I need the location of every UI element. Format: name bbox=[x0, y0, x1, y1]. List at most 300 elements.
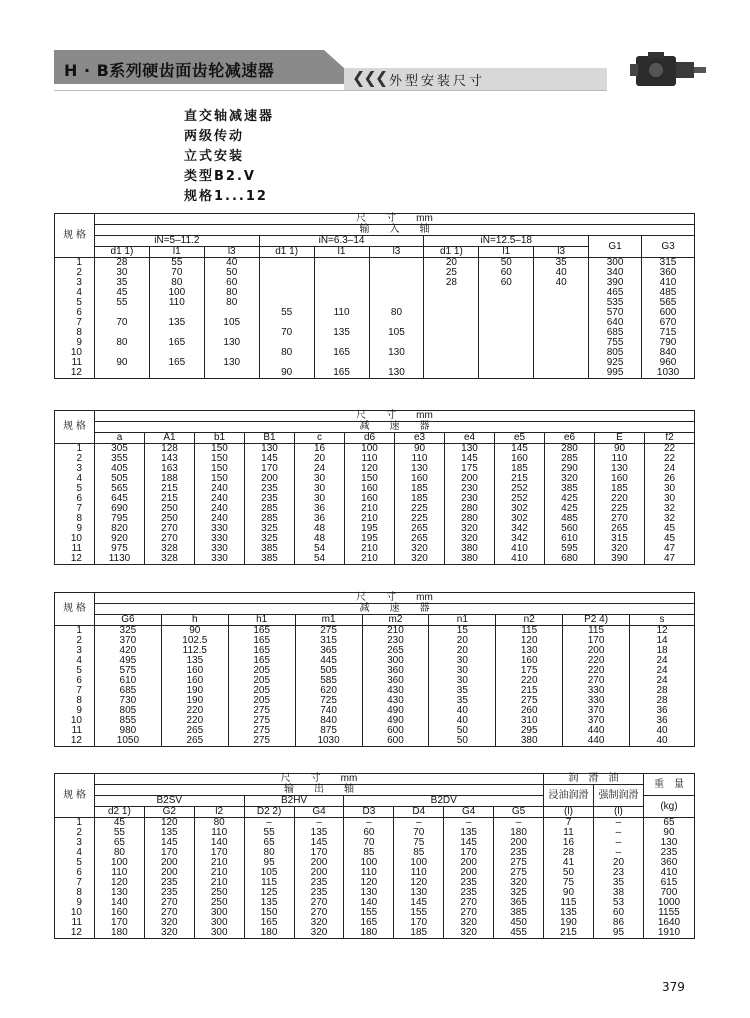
value-cell: 140 bbox=[94, 898, 144, 908]
value-cell: 685 bbox=[589, 328, 642, 338]
value-cell: 805 bbox=[589, 348, 642, 358]
value-cell bbox=[534, 318, 589, 328]
col-header: c bbox=[295, 433, 345, 444]
value-cell: 200 bbox=[294, 868, 344, 878]
size-cell: 4 bbox=[55, 656, 95, 666]
value-cell: 24 bbox=[630, 656, 695, 666]
value-cell: 295 bbox=[496, 726, 563, 736]
value-cell bbox=[424, 288, 479, 298]
value-cell: 135 bbox=[144, 828, 194, 838]
value-cell: 180 bbox=[344, 928, 394, 939]
value-cell: 60 bbox=[593, 908, 643, 918]
value-cell: 975 bbox=[95, 544, 145, 554]
value-cell: 270 bbox=[294, 898, 344, 908]
value-cell: 465 bbox=[589, 288, 642, 298]
col-header: e5 bbox=[495, 433, 545, 444]
value-cell: 570 bbox=[589, 308, 642, 318]
spec-line: 立式安装 bbox=[184, 149, 245, 164]
dimension-header: 尺 寸 mm bbox=[95, 411, 695, 422]
value-cell bbox=[534, 298, 589, 308]
value-cell: 80 bbox=[94, 848, 144, 858]
col-header: e6 bbox=[545, 433, 595, 444]
col-header: l1 bbox=[479, 247, 534, 258]
value-cell: 65 bbox=[643, 818, 694, 829]
value-cell: 70 bbox=[344, 838, 394, 848]
value-cell bbox=[204, 368, 259, 379]
size-cell: 5 bbox=[55, 298, 95, 308]
value-cell: 170 bbox=[444, 848, 494, 858]
size-cell: 8 bbox=[55, 514, 95, 524]
value-cell: 410 bbox=[642, 278, 695, 288]
value-cell: 215 bbox=[544, 928, 594, 939]
value-cell: 300 bbox=[194, 918, 244, 928]
value-cell: – bbox=[344, 818, 394, 829]
value-cell: 220 bbox=[563, 656, 630, 666]
value-cell: 85 bbox=[344, 848, 394, 858]
value-cell: 450 bbox=[494, 918, 544, 928]
table-row bbox=[55, 828, 695, 838]
value-cell: 195 bbox=[345, 534, 395, 544]
value-cell: 160 bbox=[161, 666, 228, 676]
value-cell: 252 bbox=[495, 494, 545, 504]
value-cell: 315 bbox=[642, 258, 695, 269]
col-header: e4 bbox=[445, 433, 495, 444]
value-cell: 70 bbox=[149, 268, 204, 278]
value-cell: 230 bbox=[445, 494, 495, 504]
value-cell: 150 bbox=[195, 444, 245, 455]
value-cell: 265 bbox=[595, 524, 645, 534]
ratio-group-header: iN=6.3–14 bbox=[259, 236, 424, 247]
value-cell: 163 bbox=[145, 464, 195, 474]
value-cell: 45 bbox=[94, 288, 149, 298]
value-cell: 440 bbox=[563, 736, 630, 747]
value-cell: 85 bbox=[394, 848, 444, 858]
value-cell: 170 bbox=[294, 848, 344, 858]
value-cell: 185 bbox=[394, 928, 444, 939]
value-cell: 620 bbox=[295, 686, 362, 696]
col-header: l1 bbox=[314, 247, 369, 258]
dimension-header: 尺 寸 mm bbox=[94, 774, 543, 785]
value-cell: 25 bbox=[424, 268, 479, 278]
value-cell: 55 bbox=[259, 308, 314, 318]
col-header: b1 bbox=[195, 433, 245, 444]
value-cell: 840 bbox=[642, 348, 695, 358]
value-cell bbox=[94, 368, 149, 379]
value-cell: 145 bbox=[294, 838, 344, 848]
value-cell: 330 bbox=[563, 686, 630, 696]
value-cell: 230 bbox=[362, 636, 429, 646]
value-cell: 275 bbox=[295, 626, 362, 637]
reducer-header: 减 速 器 bbox=[95, 422, 695, 433]
size-cell: 12 bbox=[55, 554, 95, 565]
value-cell: 305 bbox=[95, 444, 145, 455]
size-cell: 7 bbox=[55, 878, 95, 888]
value-cell: 20 bbox=[429, 646, 496, 656]
value-cell: 130 bbox=[394, 888, 444, 898]
col-header: h bbox=[161, 615, 228, 626]
value-cell: 45 bbox=[645, 524, 695, 534]
value-cell: 24 bbox=[645, 464, 695, 474]
value-cell: 60 bbox=[479, 278, 534, 288]
value-cell bbox=[369, 278, 424, 288]
value-cell: 600 bbox=[362, 736, 429, 747]
value-cell: 20 bbox=[295, 454, 345, 464]
value-cell bbox=[479, 368, 534, 379]
value-cell: 22 bbox=[645, 444, 695, 455]
value-cell: 150 bbox=[195, 464, 245, 474]
value-cell: 410 bbox=[643, 868, 694, 878]
value-cell: 805 bbox=[94, 706, 161, 716]
value-cell: 102.5 bbox=[161, 636, 228, 646]
value-cell bbox=[424, 298, 479, 308]
value-cell: 700 bbox=[643, 888, 694, 898]
value-cell bbox=[259, 278, 314, 288]
value-cell: 290 bbox=[545, 464, 595, 474]
value-cell: 205 bbox=[228, 696, 295, 706]
value-cell: 1155 bbox=[643, 908, 694, 918]
value-cell: 45 bbox=[645, 534, 695, 544]
size-cell: 1 bbox=[55, 818, 95, 829]
value-cell: 445 bbox=[295, 656, 362, 666]
value-cell: 490 bbox=[362, 706, 429, 716]
value-cell bbox=[534, 348, 589, 358]
value-cell: 50 bbox=[204, 268, 259, 278]
value-cell: 235 bbox=[494, 848, 544, 858]
value-cell: 54 bbox=[295, 544, 345, 554]
value-cell: 130 bbox=[395, 464, 445, 474]
value-cell: 320 bbox=[444, 918, 494, 928]
value-cell: 80 bbox=[204, 288, 259, 298]
value-cell: 175 bbox=[496, 666, 563, 676]
value-cell: 90 bbox=[259, 368, 314, 379]
value-cell: 30 bbox=[429, 666, 496, 676]
value-cell: 302 bbox=[495, 514, 545, 524]
value-cell: 485 bbox=[545, 514, 595, 524]
size-cell: 12 bbox=[55, 368, 95, 379]
value-cell: 100 bbox=[94, 858, 144, 868]
value-cell: 30 bbox=[645, 484, 695, 494]
value-cell: 310 bbox=[496, 716, 563, 726]
value-cell bbox=[259, 268, 314, 278]
size-cell: 4 bbox=[55, 474, 95, 484]
value-cell: 320 bbox=[444, 928, 494, 939]
value-cell: 28 bbox=[94, 258, 149, 269]
size-cell: 5 bbox=[55, 484, 95, 494]
value-cell: 315 bbox=[295, 636, 362, 646]
value-cell bbox=[479, 348, 534, 358]
value-cell: 220 bbox=[563, 666, 630, 676]
value-cell: 390 bbox=[595, 554, 645, 565]
value-cell: 790 bbox=[642, 338, 695, 348]
value-cell: 155 bbox=[344, 908, 394, 918]
value-cell: 30 bbox=[295, 474, 345, 484]
value-cell: 215 bbox=[145, 494, 195, 504]
value-cell: 38 bbox=[593, 888, 643, 898]
size-cell: 9 bbox=[55, 524, 95, 534]
value-cell bbox=[479, 318, 534, 328]
gear-reducer-image bbox=[628, 50, 708, 90]
value-cell: 385 bbox=[545, 484, 595, 494]
value-cell: 160 bbox=[395, 474, 445, 484]
value-cell: 115 bbox=[563, 626, 630, 637]
table-row bbox=[55, 288, 695, 298]
value-cell: 265 bbox=[362, 646, 429, 656]
value-cell: 54 bbox=[295, 554, 345, 565]
value-cell: 28 bbox=[544, 848, 594, 858]
value-cell: 755 bbox=[589, 338, 642, 348]
value-cell: 135 bbox=[294, 828, 344, 838]
value-cell: 740 bbox=[295, 706, 362, 716]
value-cell bbox=[369, 258, 424, 269]
value-cell: 730 bbox=[94, 696, 161, 706]
value-cell: 875 bbox=[295, 726, 362, 736]
value-cell: 235 bbox=[294, 888, 344, 898]
spec-line: 两级传动 bbox=[184, 129, 245, 144]
value-cell bbox=[479, 308, 534, 318]
value-cell: 100 bbox=[394, 858, 444, 868]
value-cell: 40 bbox=[429, 706, 496, 716]
value-cell: 170 bbox=[194, 848, 244, 858]
value-cell: 575 bbox=[94, 666, 161, 676]
value-cell: 26 bbox=[645, 474, 695, 484]
value-cell: 165 bbox=[149, 358, 204, 368]
value-cell: 188 bbox=[145, 474, 195, 484]
value-cell: – bbox=[593, 848, 643, 858]
value-cell: 342 bbox=[495, 524, 545, 534]
value-cell: 265 bbox=[395, 524, 445, 534]
value-cell: 225 bbox=[595, 504, 645, 514]
value-cell: 200 bbox=[494, 838, 544, 848]
value-cell: 160 bbox=[496, 656, 563, 666]
value-cell: 680 bbox=[545, 554, 595, 565]
value-cell: 300 bbox=[362, 656, 429, 666]
col-header: G4 bbox=[294, 807, 344, 818]
value-cell: 250 bbox=[145, 514, 195, 524]
value-cell: 280 bbox=[445, 504, 495, 514]
value-cell: 175 bbox=[445, 464, 495, 474]
value-cell: 300 bbox=[589, 258, 642, 269]
value-cell: 185 bbox=[395, 494, 445, 504]
value-cell: 330 bbox=[195, 554, 245, 565]
value-cell: 215 bbox=[496, 686, 563, 696]
value-cell: 320 bbox=[294, 928, 344, 939]
value-cell: 95 bbox=[244, 858, 294, 868]
value-cell: 250 bbox=[194, 898, 244, 908]
value-cell bbox=[479, 288, 534, 298]
dimension-header: 尺 寸 mm bbox=[94, 214, 694, 225]
value-cell: 275 bbox=[228, 736, 295, 747]
col-header: B1 bbox=[245, 433, 295, 444]
table-row bbox=[55, 328, 695, 338]
value-cell bbox=[534, 328, 589, 338]
value-cell bbox=[479, 358, 534, 368]
value-cell bbox=[424, 358, 479, 368]
value-cell: 200 bbox=[294, 858, 344, 868]
oil-unit: (l) bbox=[544, 807, 594, 818]
size-cell: 4 bbox=[55, 288, 95, 298]
value-cell: 320 bbox=[595, 544, 645, 554]
value-cell: 48 bbox=[295, 524, 345, 534]
value-cell: 185 bbox=[495, 464, 545, 474]
value-cell: 405 bbox=[95, 464, 145, 474]
value-cell: 36 bbox=[630, 706, 695, 716]
value-cell: 40 bbox=[630, 736, 695, 747]
value-cell: 430 bbox=[362, 696, 429, 706]
value-cell: 180 bbox=[494, 828, 544, 838]
size-cell: 7 bbox=[55, 504, 95, 514]
value-cell: 150 bbox=[195, 454, 245, 464]
value-cell: 1130 bbox=[95, 554, 145, 565]
value-cell: 200 bbox=[444, 858, 494, 868]
value-cell: 165 bbox=[344, 918, 394, 928]
value-cell: 235 bbox=[444, 878, 494, 888]
value-cell: 670 bbox=[642, 318, 695, 328]
value-cell: 360 bbox=[362, 676, 429, 686]
col-header: d1 1) bbox=[94, 247, 149, 258]
value-cell bbox=[424, 368, 479, 379]
size-cell: 3 bbox=[55, 278, 95, 288]
value-cell: 240 bbox=[195, 484, 245, 494]
value-cell: 140 bbox=[344, 898, 394, 908]
value-cell: 330 bbox=[195, 544, 245, 554]
value-cell: 995 bbox=[589, 368, 642, 379]
value-cell: 40 bbox=[534, 268, 589, 278]
oil-header: 润 滑 油 bbox=[544, 774, 644, 785]
value-cell: 440 bbox=[563, 726, 630, 736]
value-cell: 80 bbox=[194, 818, 244, 829]
value-cell: 250 bbox=[145, 504, 195, 514]
value-cell: 370 bbox=[563, 716, 630, 726]
value-cell: 190 bbox=[544, 918, 594, 928]
value-cell: 640 bbox=[589, 318, 642, 328]
weight-unit: (kg) bbox=[643, 796, 694, 818]
col-header: G1 bbox=[589, 236, 642, 258]
value-cell: 320 bbox=[294, 918, 344, 928]
value-cell: 160 bbox=[161, 676, 228, 686]
size-cell: 5 bbox=[55, 858, 95, 868]
value-cell: 16 bbox=[295, 444, 345, 455]
value-cell: 315 bbox=[595, 534, 645, 544]
value-cell: 370 bbox=[94, 636, 161, 646]
value-cell: 280 bbox=[445, 514, 495, 524]
value-cell: 600 bbox=[642, 308, 695, 318]
value-cell: 240 bbox=[195, 514, 245, 524]
value-cell: 120 bbox=[344, 878, 394, 888]
value-cell: 360 bbox=[643, 858, 694, 868]
value-cell: 110 bbox=[395, 454, 445, 464]
size-cell: 9 bbox=[55, 898, 95, 908]
value-cell: 235 bbox=[294, 878, 344, 888]
value-cell: 595 bbox=[545, 544, 595, 554]
col-header: f2 bbox=[645, 433, 695, 444]
value-cell: 16 bbox=[544, 838, 594, 848]
value-cell: 285 bbox=[245, 504, 295, 514]
value-cell: 715 bbox=[642, 328, 695, 338]
col-header: D4 bbox=[394, 807, 444, 818]
value-cell: 560 bbox=[545, 524, 595, 534]
value-cell: 265 bbox=[395, 534, 445, 544]
value-cell: 195 bbox=[345, 524, 395, 534]
spec-line: 类型B2.V bbox=[184, 169, 256, 184]
value-cell: 300 bbox=[194, 928, 244, 939]
value-cell: 105 bbox=[244, 868, 294, 878]
value-cell: 14 bbox=[630, 636, 695, 646]
size-cell: 6 bbox=[55, 308, 95, 318]
shaft-header: 输 出 轴 bbox=[94, 785, 543, 796]
col-header: P2 4) bbox=[563, 615, 630, 626]
value-cell: 252 bbox=[495, 484, 545, 494]
value-cell: 70 bbox=[259, 328, 314, 338]
value-cell: 455 bbox=[494, 928, 544, 939]
value-cell: 170 bbox=[94, 918, 144, 928]
size-cell: 12 bbox=[55, 736, 95, 747]
value-cell: 135 bbox=[314, 328, 369, 338]
value-cell: 420 bbox=[94, 646, 161, 656]
size-cell: 2 bbox=[55, 454, 95, 464]
value-cell: 210 bbox=[194, 878, 244, 888]
value-cell: 342 bbox=[495, 534, 545, 544]
value-cell: 160 bbox=[94, 908, 144, 918]
col-header: G6 bbox=[94, 615, 161, 626]
value-cell: 100 bbox=[345, 444, 395, 455]
value-cell: 15 bbox=[429, 626, 496, 637]
size-cell: 11 bbox=[55, 544, 95, 554]
value-cell: 70 bbox=[394, 828, 444, 838]
value-cell: 200 bbox=[144, 868, 194, 878]
value-cell: 320 bbox=[494, 878, 544, 888]
oil-forced-header: 强制润滑 bbox=[593, 785, 643, 807]
value-cell: 50 bbox=[429, 726, 496, 736]
value-cell bbox=[259, 288, 314, 298]
value-cell: 115 bbox=[544, 898, 594, 908]
col-header: m1 bbox=[295, 615, 362, 626]
value-cell: 425 bbox=[545, 494, 595, 504]
size-cell: 10 bbox=[55, 716, 95, 726]
value-cell: 270 bbox=[145, 534, 195, 544]
value-cell: 360 bbox=[362, 666, 429, 676]
size-cell: 2 bbox=[55, 268, 95, 278]
value-cell: 90 bbox=[595, 444, 645, 455]
value-cell: 200 bbox=[445, 474, 495, 484]
size-cell: 5 bbox=[55, 666, 95, 676]
value-cell: – bbox=[294, 818, 344, 829]
value-cell: 170 bbox=[245, 464, 295, 474]
value-cell: 50 bbox=[429, 736, 496, 747]
value-cell: 270 bbox=[144, 898, 194, 908]
value-cell: 235 bbox=[144, 878, 194, 888]
value-cell: 430 bbox=[362, 686, 429, 696]
reducer-dims-table-1 bbox=[54, 410, 695, 565]
value-cell: 270 bbox=[144, 908, 194, 918]
value-cell: 330 bbox=[195, 524, 245, 534]
size-cell: 11 bbox=[55, 358, 95, 368]
value-cell: 60 bbox=[344, 828, 394, 838]
size-cell: 8 bbox=[55, 888, 95, 898]
table-row bbox=[55, 368, 695, 379]
size-cell: 12 bbox=[55, 928, 95, 939]
value-cell: 820 bbox=[95, 524, 145, 534]
table-row bbox=[55, 258, 695, 269]
value-cell: 410 bbox=[495, 544, 545, 554]
value-cell: 28 bbox=[630, 686, 695, 696]
value-cell: 210 bbox=[362, 626, 429, 637]
table-row bbox=[55, 338, 695, 348]
value-cell: 105 bbox=[204, 318, 259, 328]
size-cell: 10 bbox=[55, 534, 95, 544]
value-cell bbox=[479, 298, 534, 308]
value-cell: 90 bbox=[161, 626, 228, 637]
value-cell: 565 bbox=[642, 298, 695, 308]
